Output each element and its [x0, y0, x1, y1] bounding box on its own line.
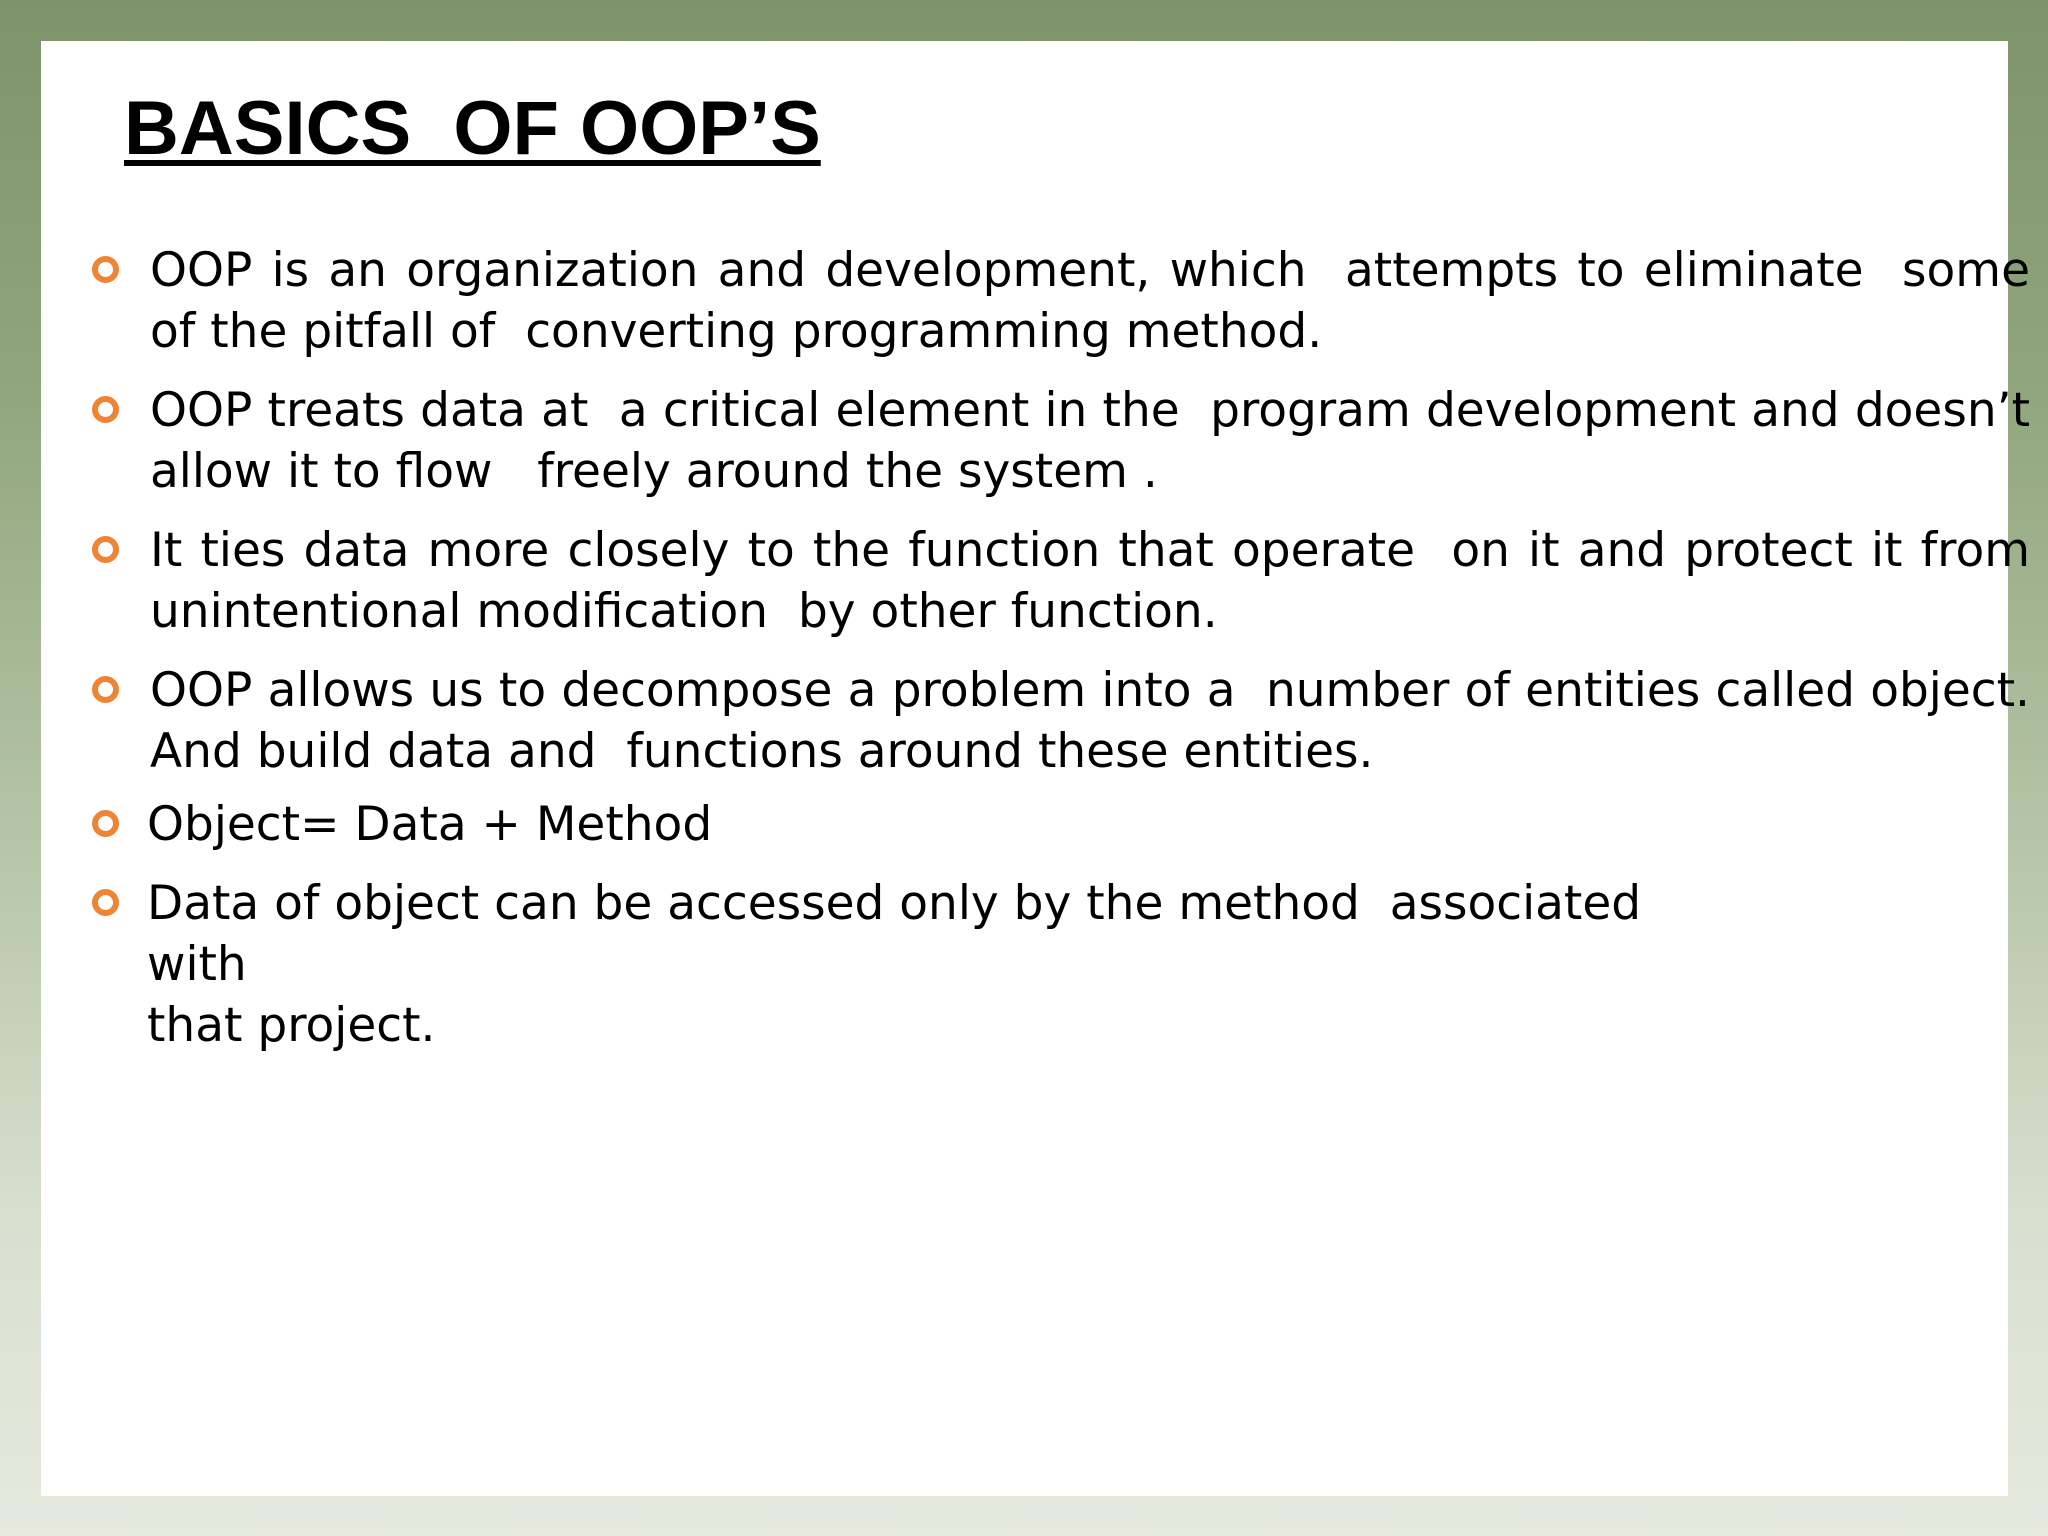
- bullet-text: Data of object can be accessed only by the method associated with that project.: [147, 876, 1642, 1053]
- bullet-circle-icon: [92, 889, 119, 916]
- bullet-text: OOP treats data at a critical element in the program development and doesn’t allow it to flow freely around the system .: [150, 383, 2045, 499]
- bullet-list: [41, 41, 2045, 1496]
- bullet-text: Object= Data + Method: [147, 797, 713, 852]
- slide-title: BASICS OF OOP’S: [124, 86, 821, 171]
- bullet-text: OOP is an organization and development, which attempts to eliminate some of the pitfall of converting programming method.: [150, 243, 2045, 359]
- bullet-circle-icon: [92, 396, 119, 423]
- bullet-circle-icon: [92, 536, 119, 563]
- bullet-circle-icon: [92, 676, 119, 703]
- slide: [41, 41, 2045, 1496]
- bullet-circle-icon: [92, 810, 119, 837]
- bullet-circle-icon: [92, 256, 119, 283]
- bullet-text: OOP allows us to decompose a problem into a number of entities called object. And build data and functions around these entities.: [150, 663, 2045, 779]
- bullet-text: It ties data more closely to the function that operate on it and protect it from unintentional modification by other function.: [150, 523, 2045, 639]
